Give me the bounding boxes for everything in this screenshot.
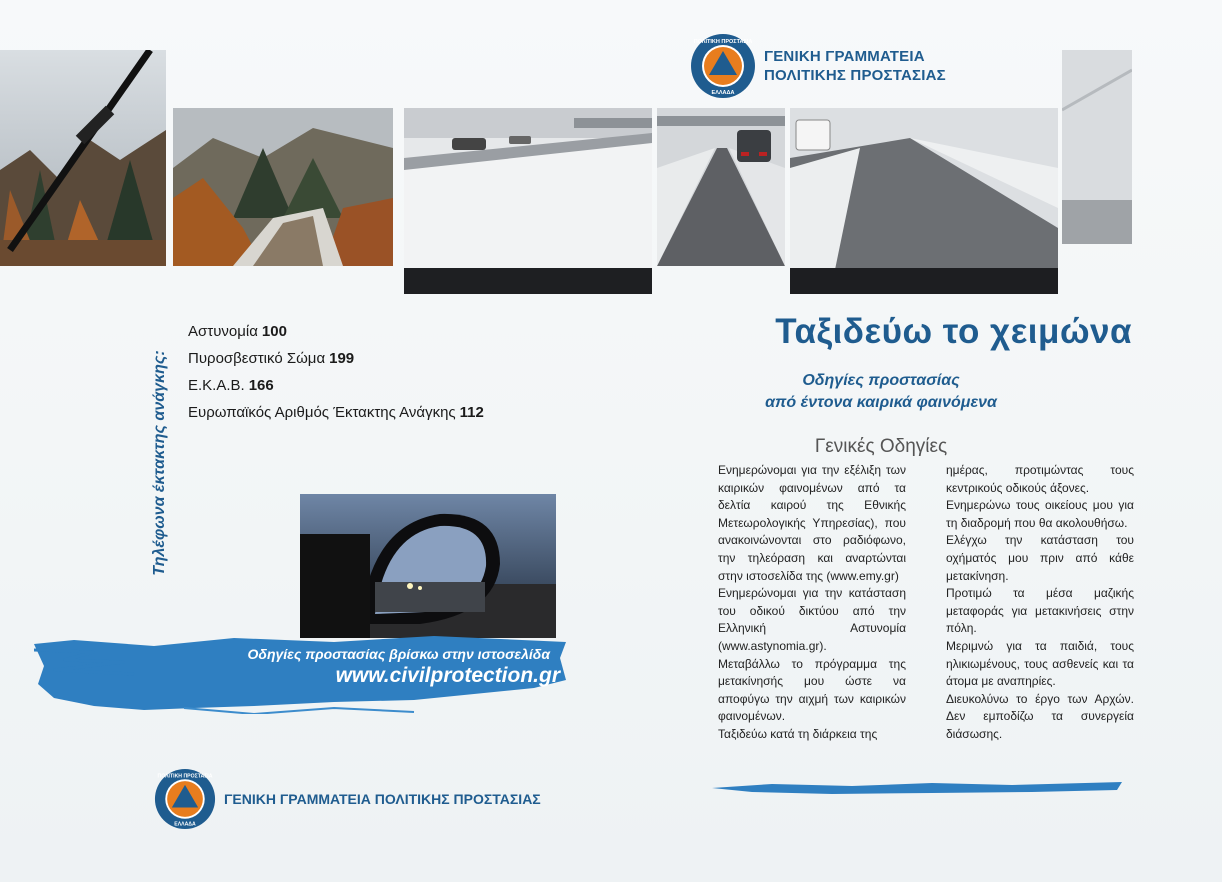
org-name [764,47,946,85]
instruction-paragraph: Μεριμνώ για τα παιδιά, τους ηλικιωμένους, τους ασθενείς και τα άτομα με αναπηρίες. [946,638,1134,689]
instruction-paragraph: Προτιμώ τα μέσα μαζικής μεταφοράς για μετακινήσεις στην πόλη. [946,586,1134,636]
phone-row-fire: Πυροσβεστικό Σώμα 199 [188,350,355,367]
instructions-column-right [946,462,1134,744]
instruction-paragraph: ημέρας, προτιμώντας τους κεντρικούς οδικούς άξονες. [946,463,1134,495]
instruction-paragraph: Ενημερώνομαι για την εξέλιξη των καιρικών φαινομένων από τα δελτία καιρού της Εθνικής Μετεωρολογικής Υπηρεσίας), που ανακοινώνονται στο ραδιόφωνο, την τηλεόραση και αναρτώνται στην ιστοσελίδα της (www.emy.gr) [718,463,906,583]
page-title: Ταξιδεύω το χειμώνα [775,312,1132,351]
footer-org-name: ΓΕΝΙΚΗ ΓΡΑΜΜΑΤΕΙΑ ΠΟΛΙΤΙΚΗΣ ΠΡΟΣΤΑΣΙΑΣ [224,791,541,807]
subtitle-line2: από έντονα καιρικά φαινόμενα [765,394,997,411]
svg-text:ΠΟΛΙΤΙΚΗ ΠΡΟΣΤΑΣΙΑ: ΠΟΛΙΤΙΚΗ ΠΡΟΣΤΑΣΙΑ [693,39,753,45]
emergency-phone-list [188,318,588,426]
org-name-line2: ΠΟΛΙΤΙΚΗΣ ΠΡΟΣΤΑΣΙΑΣ [764,67,946,84]
emergency-title: Τηλέφωνα έκτακτης ανάγκης: [151,350,168,576]
civil-protection-emblem-icon [690,33,756,99]
instruction-paragraph: Διευκολύνω το έργο των Αρχών. Δεν εμποδίζω τα συνεργεία διάσωσης. [946,691,1134,741]
phone-row-ambulance: Ε.Κ.Α.Β. 166 [188,377,274,394]
snowy-road-traffic-photo [657,108,785,266]
phone-row-european-emergency: Ευρωπαϊκός Αριθμός Έκτακτης Ανάγκης 112 [188,404,484,421]
snowy-forest-wiper-photo [0,50,166,266]
banner-caption: Οδηγίες προστασίας βρίσκω στην ιστοσελίδα [247,646,550,662]
svg-text:ΕΛΛΑΔΑ: ΕΛΛΑΔΑ [174,821,196,828]
phone-row-police: Αστυνομία 100 [188,323,287,340]
civil-protection-emblem-icon [154,768,216,830]
instruction-paragraph: Ελέγχω την κατάσταση του οχήματός μου πριν από κάθε μετακίνηση. [946,533,1134,583]
frosted-windshield-photo [1062,50,1132,244]
snowy-mountain-road-photo [173,108,393,266]
snowy-road-windshield-photo [790,108,1058,294]
subtitle-line1: Οδηγίες προστασίας [802,372,960,389]
instructions-column-left [718,462,906,744]
snowy-highway-photo [404,108,652,294]
instruction-paragraph: Ενημερώνομαι για την κατάσταση του οδικού δικτύου από την Ελληνική Αστυνομία (www.astynomia.gr). [718,586,906,653]
instruction-paragraph: Ενημερώνω τους οικείους μου για τη διαδρομή που θα ακολουθήσω. [946,498,1134,530]
page-subtitle [700,370,1062,414]
instruction-paragraph: Μεταβάλλω το πρόγραμμα της μετακίνησής μου ώστε να αποφύγω την αιχμή των καιρικών φαινομένων. [718,656,906,724]
footer-org [154,768,584,830]
side-mirror-photo [300,494,556,638]
org-name-line1: ΓΕΝΙΚΗ ΓΡΑΜΜΑΤΕΙΑ [764,48,925,65]
section-title: Γενικές Οδηγίες [814,436,948,457]
decorative-brush-stroke [712,780,1122,796]
website-link[interactable]: www.civilprotection.gr [335,664,560,687]
instruction-paragraph: Ταξιδεύω κατά τη διάρκεια της [718,726,878,741]
svg-text:ΠΟΛΙΤΙΚΗ ΠΡΟΣΤΑΣΙΑ: ΠΟΛΙΤΙΚΗ ΠΡΟΣΤΑΣΙΑ [157,773,213,780]
org-header [690,30,980,102]
svg-text:ΕΛΛΑΔΑ: ΕΛΛΑΔΑ [711,90,735,96]
